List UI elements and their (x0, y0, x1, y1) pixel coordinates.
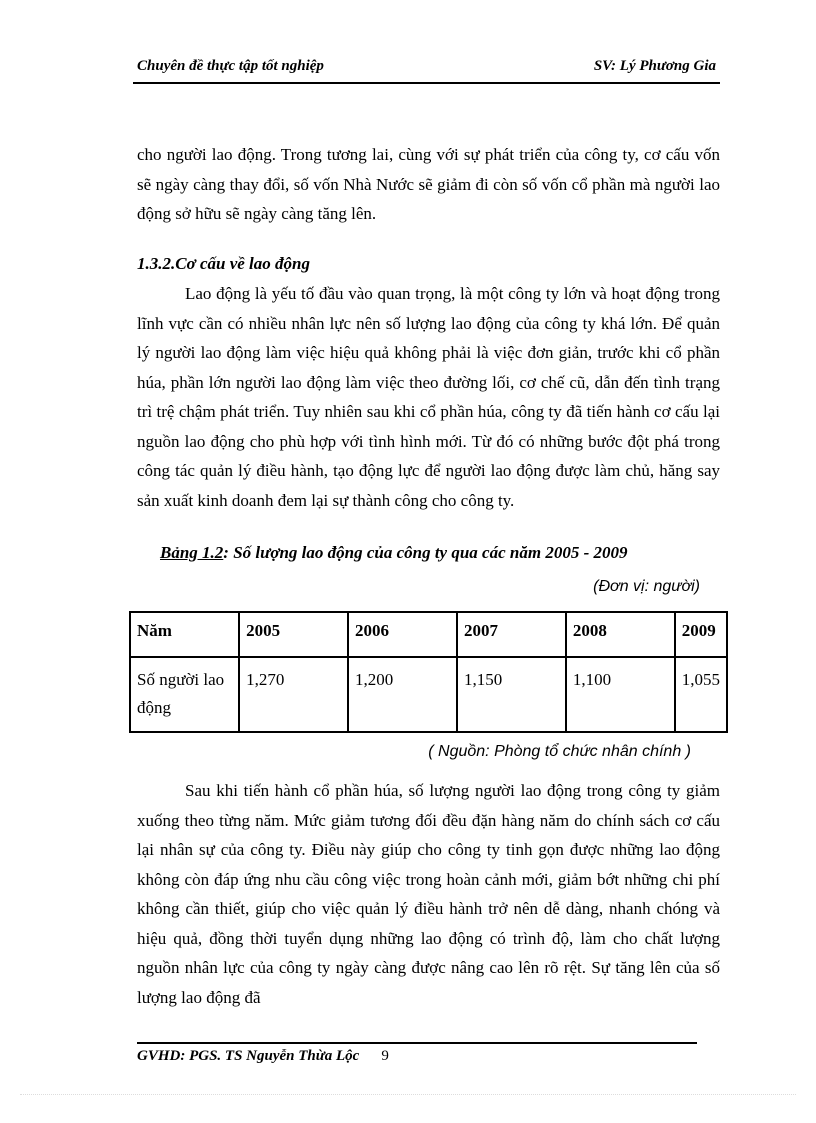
paragraph-labor: Lao động là yếu tố đầu vào quan trọng, là một công ty lớn và hoạt động trong lĩnh vực cần có nhiều nhân lực nên số lượng lao động của công ty khá lớn. Để quản lý người lao động làm việc hiệu quả không phải là việc đơn giản, trước khi cổ phần húa, phần lớn người lao động làm việc theo đường lối, cơ chế cũ, dẫn đến tình trạng trì trệ chậm phát triển. Tuy nhiên sau khi cổ phần húa, công ty đã tiến hành cơ cấu lại nguồn lao động cho phù hợp với tình hình mới. Từ đó có những bước đột phá trong công tác quản lý điều hành, tạo động lực để người lao động được làm chủ, hăng say sản xuất kinh doanh đem lại sự thành công cho công ty. (137, 284, 720, 510)
page-footer (137, 1048, 389, 1065)
source-note: ( Nguồn: Phòng tổ chức nhân chính ) (428, 743, 691, 760)
table-cell: 1,200 (348, 657, 457, 732)
paragraph-intro: cho người lao động. Trong tương lai, cùng với sự phát triển của công ty, cơ cấu vốn sẽ ngày càng thay đổi, số vốn Nhà Nước sẽ giảm đi còn số vốn cổ phần mà người lao động sở hữu sẽ ngày càng tăng lên. (137, 145, 720, 223)
table-cell: 1,100 (566, 657, 675, 732)
table-header-cell: Năm (130, 612, 239, 657)
unit-note: (Đơn vị: người) (593, 578, 700, 595)
table-cell: Số người lao động (130, 657, 239, 732)
footer-supervisor: GVHD: PGS. TS Nguyễn Thừa Lộc (137, 1048, 360, 1064)
page-edge-dotted-line (20, 1094, 796, 1095)
table-header-cell: 2006 (348, 612, 457, 657)
page-number: 9 (381, 1048, 389, 1064)
page-header (133, 56, 720, 82)
table-cell: 1,270 (239, 657, 348, 732)
table-caption-text: : Số lượng lao động của công ty qua các năm 2005 - 2009 (223, 543, 628, 562)
table-header-cell: 2007 (457, 612, 566, 657)
table-caption (160, 543, 627, 563)
table-header-cell: 2009 (675, 612, 727, 657)
table-header-cell: 2008 (566, 612, 675, 657)
footer-divider (137, 1042, 697, 1044)
table-header-cell: 2005 (239, 612, 348, 657)
header-divider (133, 82, 720, 84)
labor-table (129, 611, 728, 733)
header-author: SV: Lý Phương Gia (593, 58, 716, 74)
table-cell: 1,150 (457, 657, 566, 732)
section-heading: 1.3.2.Cơ cấu về lao động (137, 254, 310, 273)
paragraph-after-table: Sau khi tiến hành cổ phần húa, số lượng người lao động trong công ty giảm xuống theo từng năm. Mức giảm tương đối đều đặn hàng năm do chính sách cơ cấu lại nhân sự của công ty. Điều này giúp cho công ty tinh gọn được những lao động không còn đáp ứng nhu cầu công việc trong hoàn cảnh mới, giảm bớt những chi phí không cần thiết, giúp cho việc quản lý điều hành trở nên dễ dàng, nhanh chóng và hiệu quả, đồng thời tuyển dụng những lao động có trình độ, làm cho chất lượng nguồn nhân lực của công ty ngày càng được nâng cao lên rõ rệt. Sự tăng lên của số lượng lao động đã (137, 781, 720, 1007)
header-title: Chuyên đề thực tập tốt nghiệp (137, 58, 324, 74)
table-row (130, 657, 727, 732)
table-caption-label: Bảng 1.2 (160, 543, 224, 562)
table-header-row (130, 612, 727, 657)
table-cell: 1,055 (675, 657, 727, 732)
